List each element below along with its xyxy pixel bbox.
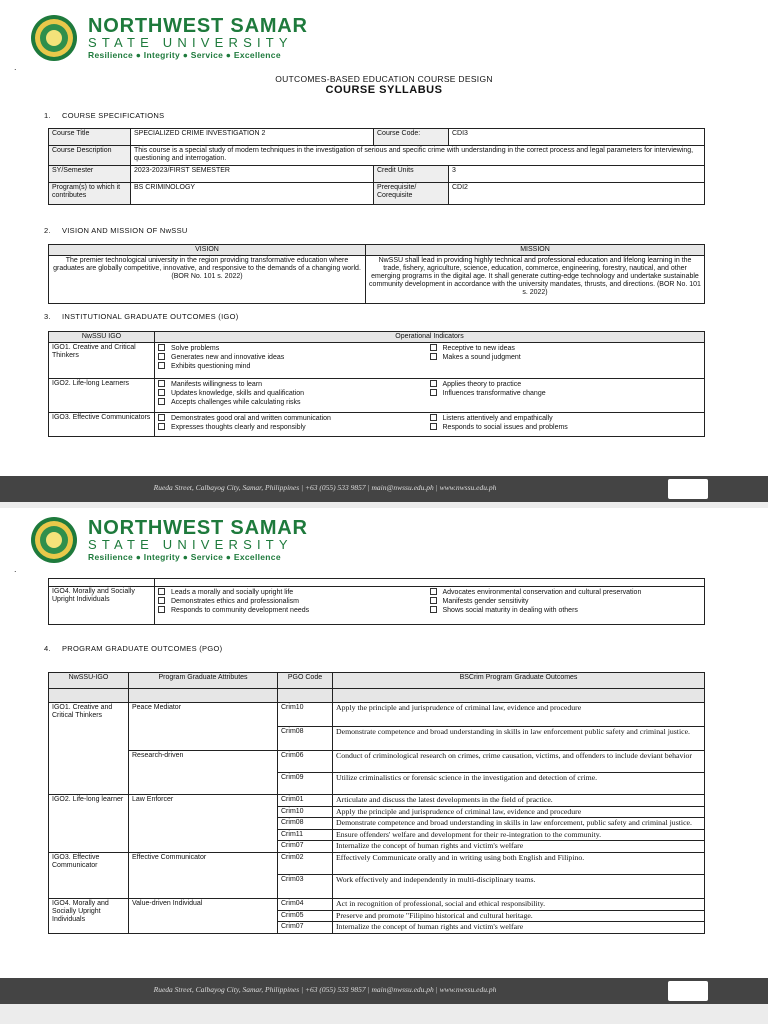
course-specifications-table (48, 128, 705, 205)
course-title-value: SPECIALIZED CRIME INVESTIGATION 2 (131, 129, 374, 146)
pgo-table (48, 672, 705, 934)
indicator-item: Influences transformative change (430, 389, 702, 398)
indicator-item: Demonstrates good oral and written communication (158, 414, 430, 423)
pgo-outcome: Work effectively and independently in multi-disciplinary teams. (333, 874, 705, 898)
pgo-code: Crim08 (278, 727, 333, 751)
university-motto: Resilience ● Integrity ● Service ● Excellence (88, 50, 281, 60)
course-title-label: Course Title (49, 129, 131, 146)
document-subtitle: OUTCOMES-BASED EDUCATION COURSE DESIGN (275, 74, 493, 84)
bullet-mark: . (14, 62, 17, 72)
indicator-item: Manifests willingness to learn (158, 380, 430, 389)
program-value: BS CRIMINOLOGY (131, 183, 374, 205)
pgo-outcome: Internalize the concept of human rights and victim's welfare (333, 922, 705, 934)
pgo-code: Crim07 (278, 922, 333, 934)
university-seal-icon (30, 516, 78, 564)
indicators-header: Operational Indicators (155, 332, 705, 343)
pgo-code: Crim05 (278, 910, 333, 922)
prerequisite-value: CDI2 (449, 183, 705, 205)
igo2-indicators (155, 379, 705, 413)
pgo-igo1: IGO1. Creative and Critical Thinkers (49, 703, 129, 795)
pgo-attr-value-driven: Value-driven Individual (129, 898, 278, 933)
page-footer (0, 978, 768, 1004)
indicator-item: Advocates environmental conservation and cultural preservation (430, 588, 702, 597)
pgo-code: Crim01 (278, 795, 333, 807)
indicator-item: Solve problems (158, 344, 430, 353)
indicator-item: Generates new and innovative ideas (158, 353, 430, 362)
pgo-attr-law-enforcer: Law Enforcer (129, 795, 278, 853)
university-seal-icon (30, 14, 78, 62)
course-code-value: CDI3 (449, 129, 705, 146)
document-title: COURSE SYLLABUS (325, 84, 443, 96)
indicator-item: Updates knowledge, skills and qualification (158, 389, 430, 398)
indicator-item: Manifests gender sensitivity (430, 597, 702, 606)
pgo-outcome: Articulate and discuss the latest developments in the field of practice. (333, 795, 705, 807)
university-motto: Resilience ● Integrity ● Service ● Excellence (88, 552, 281, 562)
course-description-value: This course is a special study of modern techniques in the investigation of serious and specific crime with understanding in the correct process and legal parameters for interviewing, questioning and interrogation. (131, 146, 705, 166)
document-title-block (0, 74, 768, 96)
indicator-item: Expresses thoughts clearly and responsibly (158, 423, 430, 432)
pgo-outcome: Apply the principle and jurisprudence of criminal law, evidence and procedure (333, 806, 705, 818)
pgo-code: Crim02 (278, 852, 333, 874)
indicator-item: Shows social maturity in dealing with others (430, 606, 702, 615)
igo4-name: IGO4. Morally and Socially Upright Individuals (49, 587, 155, 625)
igo1-indicators (155, 343, 705, 379)
indicator-item: Demonstrates ethics and professionalism (158, 597, 430, 606)
course-description-label: Course Description (49, 146, 131, 166)
igo2-name: IGO2. Life-long Learners (49, 379, 155, 413)
pgo-code: Crim07 (278, 841, 333, 853)
igo-table (48, 331, 705, 437)
prerequisite-label: Prerequisite/ Corequisite (374, 183, 449, 205)
pgo-outcome: Demonstrate competence and broad understanding in skills in law enforcement, public safety and criminal justice. (333, 818, 705, 830)
credit-units-value: 3 (449, 166, 705, 183)
vision-mission-table (48, 244, 705, 304)
pgo-attr-peace-mediator: Peace Mediator (129, 703, 278, 751)
pgo-igo4: IGO4. Morally and Socially Upright Individuals (49, 898, 129, 933)
pgo-header-igo: NwSSU-IGO (49, 673, 129, 689)
pgo-code: Crim06 (278, 751, 333, 773)
mission-header: MISSION (366, 245, 705, 256)
pgo-outcome: Utilize criminalistics or forensic science in the investigation and detection of crime. (333, 773, 705, 795)
section-heading-3: 3. INSTITUTIONAL GRADUATE OUTCOMES (IGO) (44, 312, 239, 321)
pgo-code: Crim04 (278, 898, 333, 910)
pgo-code: Crim11 (278, 829, 333, 841)
course-code-label: Course Code: (374, 129, 449, 146)
pgo-code: Crim08 (278, 818, 333, 830)
pgo-outcome: Act in recognition of professional, social and ethical responsibility. (333, 898, 705, 910)
university-subname: STATE UNIVERSITY (88, 35, 293, 50)
vision-text: The premier technological university in the region providing transformative education where graduates are globally competitive, innovative, and responsive to the demands of a changing world. (53, 257, 361, 272)
pgo-attr-effective-communicator: Effective Communicator (129, 852, 278, 898)
indicator-item: Exhibits questioning mind (158, 362, 430, 371)
vision-reference: (BOR No. 101 s. 2022) (171, 273, 243, 280)
indicator-item: Accepts challenges while calculating risks (158, 398, 430, 407)
pgo-outcome: Demonstrate competence and broad understanding in skills in law enforcement public safety and criminal justice. (333, 727, 705, 751)
vision-header: VISION (49, 245, 366, 256)
document-page-2 (0, 508, 768, 994)
igo3-name: IGO3. Effective Communicators (49, 413, 155, 437)
pgo-outcome: Ensure offenders' welfare and development for their re-integration to the community. (333, 829, 705, 841)
igo-header: NwSSU IGO (49, 332, 155, 343)
footer-address: Rueda Street, Calbayog City, Samar, Philippines | +63 (055) 533 9857 | main@nwssu.edu.ph | www.nwssu.edu.ph (153, 483, 497, 492)
igo3-indicators (155, 413, 705, 437)
indicator-item: Responds to community development needs (158, 606, 430, 615)
pgo-header-outcomes: BSCrim Program Graduate Outcomes (333, 673, 705, 689)
pgo-code: Crim09 (278, 773, 333, 795)
indicator-item: Responds to social issues and problems (430, 423, 702, 432)
pgo-header-attributes: Program Graduate Attributes (129, 673, 278, 689)
indicator-item: Leads a morally and socially upright life (158, 588, 430, 597)
section-heading-2: 2. VISION AND MISSION OF NwSSU (44, 226, 188, 235)
pgo-igo3: IGO3. Effective Communicator (49, 852, 129, 898)
credit-units-label: Credit Units (374, 166, 449, 183)
pgo-outcome: Conduct of criminological research on crimes, crime causation, victims, and offenders to include deviant behavior (333, 751, 705, 773)
pgo-header-code: PGO Code (278, 673, 333, 689)
program-label: Program(s) to which it contributes (49, 183, 131, 205)
pgo-igo2: IGO2. Life-long learner (49, 795, 129, 853)
indicator-item: Receptive to new ideas (430, 344, 702, 353)
mission-text: NwSSU shall lead in providing highly technical and professional education and lifelong learning in the trade, fishery, agriculture, science, education, commerce, engineering, forestry, nautical, and other emerging programs in the digital age. It shall generate cutting-edge technology and undertake sustainable community development in accordance with the university mandates, thrusts, and directions. (BOR No. 101 s. 2022) (366, 256, 705, 304)
university-name: NORTHWEST SAMAR (88, 517, 308, 539)
semester-label: SY/Semester (49, 166, 131, 183)
page-gap (0, 1004, 768, 1024)
igo-table-continued (48, 578, 705, 625)
indicator-item: Applies theory to practice (430, 380, 702, 389)
certification-badge-icon (668, 479, 708, 499)
section-heading-4: 4. PROGRAM GRADUATE OUTCOMES (PGO) (44, 644, 223, 653)
indicator-item: Listens attentively and empathically (430, 414, 702, 423)
section-heading-1: 1. COURSE SPECIFICATIONS (44, 111, 165, 120)
pgo-outcome: Apply the principle and jurisprudence of criminal law, evidence and procedure (333, 703, 705, 727)
bullet-mark: . (14, 564, 17, 574)
pgo-outcome: Preserve and promote "Filipino historical and cultural heritage. (333, 910, 705, 922)
pgo-code: Crim10 (278, 806, 333, 818)
certification-badge-icon (668, 981, 708, 1001)
vision-cell (49, 256, 366, 304)
university-name: NORTHWEST SAMAR (88, 15, 308, 37)
igo1-name: IGO1. Creative and Critical Thinkers (49, 343, 155, 379)
footer-address: Rueda Street, Calbayog City, Samar, Philippines | +63 (055) 533 9857 | main@nwssu.edu.ph | www.nwssu.edu.ph (153, 985, 497, 994)
pgo-outcome: Internalize the concept of human rights and victim's welfare (333, 841, 705, 853)
pgo-attr-research-driven: Research-driven (129, 751, 278, 795)
document-page-1 (0, 0, 768, 492)
pgo-outcome: Effectively Communicate orally and in writing using both English and Filipino. (333, 852, 705, 874)
page-footer (0, 476, 768, 502)
pgo-code: Crim10 (278, 703, 333, 727)
pgo-code: Crim03 (278, 874, 333, 898)
semester-value: 2023-2023/FIRST SEMESTER (131, 166, 374, 183)
igo4-indicators (155, 587, 705, 625)
indicator-item: Makes a sound judgment (430, 353, 702, 362)
university-subname: STATE UNIVERSITY (88, 537, 293, 552)
